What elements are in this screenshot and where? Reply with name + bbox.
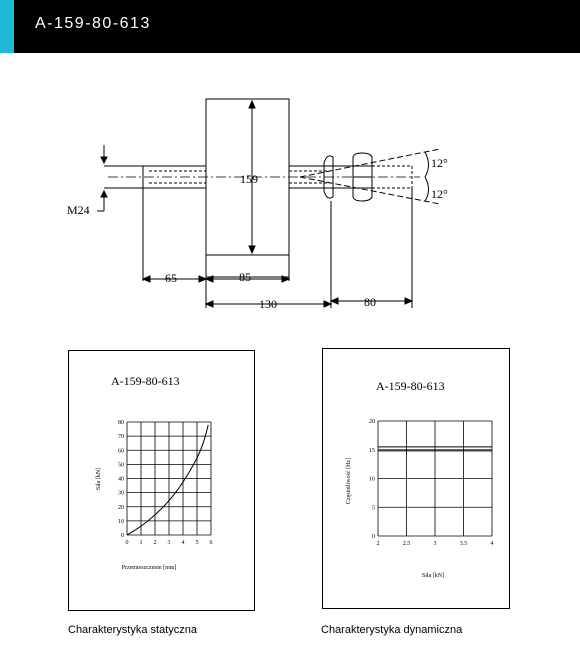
static-x-tick: 6 (209, 540, 213, 546)
static-y-tick: 60 (118, 448, 124, 455)
dim-80-label: 80 (364, 295, 376, 309)
dynamic-chart-title: A-159-80-613 (376, 379, 445, 393)
dynamic-chart-card (322, 348, 510, 609)
static-x-tick: 2 (153, 540, 157, 546)
static-x-tick: 1 (139, 540, 143, 546)
dim-130-label: 130 (259, 297, 277, 311)
header-bar (0, 0, 580, 53)
dynamic-y-tick: 0 (372, 534, 375, 540)
dynamic-y-axis-label: Częstotliwość [Hz] (346, 457, 352, 505)
diameter-label: 159 (240, 172, 258, 186)
thread-label: M24 (67, 203, 90, 217)
dynamic-chart (323, 349, 509, 608)
static-chart-card (68, 350, 255, 611)
static-x-tick: 4 (181, 540, 185, 546)
static-x-axis-label: Przemieszczenie [mm] (121, 565, 177, 571)
static-chart-title: A-159-80-613 (111, 374, 180, 388)
dim-65-label: 65 (165, 271, 177, 285)
static-y-tick: 10 (118, 518, 124, 525)
dynamic-x-tick: 3.5 (459, 541, 468, 547)
angle-bottom-label: 12° (431, 187, 448, 201)
header-accent (0, 0, 14, 53)
dynamic-x-tick: 3 (433, 541, 437, 547)
static-y-tick: 40 (118, 476, 124, 483)
static-y-tick: 0 (121, 533, 124, 539)
static-y-tick: 50 (118, 462, 124, 469)
dynamic-y-tick: 15 (369, 447, 375, 454)
angle-top-label: 12° (431, 156, 448, 170)
dynamic-y-tick: 5 (372, 505, 375, 512)
dynamic-x-tick: 4 (490, 541, 494, 547)
static-y-axis-label: Siła [kN] (96, 467, 102, 491)
dynamic-x-tick: 2 (376, 541, 380, 547)
static-chart (69, 351, 254, 610)
static-y-tick: 30 (118, 490, 124, 497)
dynamic-y-tick: 10 (369, 476, 375, 483)
static-chart-caption: Charakterystyka statyczna (68, 624, 197, 636)
dynamic-x-tick: 2.5 (402, 541, 411, 547)
static-y-tick: 80 (118, 420, 124, 426)
dynamic-x-axis-label: Siła [kN] (421, 573, 445, 579)
dim-85-label: 85 (239, 270, 251, 284)
product-title: A-159-80-613 (35, 15, 151, 32)
static-y-tick: 70 (118, 434, 124, 441)
static-x-tick: 3 (167, 540, 171, 546)
rubber-block (206, 99, 289, 277)
dynamic-chart-caption: Charakterystyka dynamiczna (321, 624, 463, 636)
dynamic-y-tick: 20 (369, 419, 375, 425)
static-x-tick: 5 (195, 540, 199, 546)
static-y-tick: 20 (118, 504, 124, 511)
technical-drawing (0, 53, 580, 323)
static-series-line (127, 425, 208, 535)
static-x-tick: 0 (125, 540, 129, 546)
